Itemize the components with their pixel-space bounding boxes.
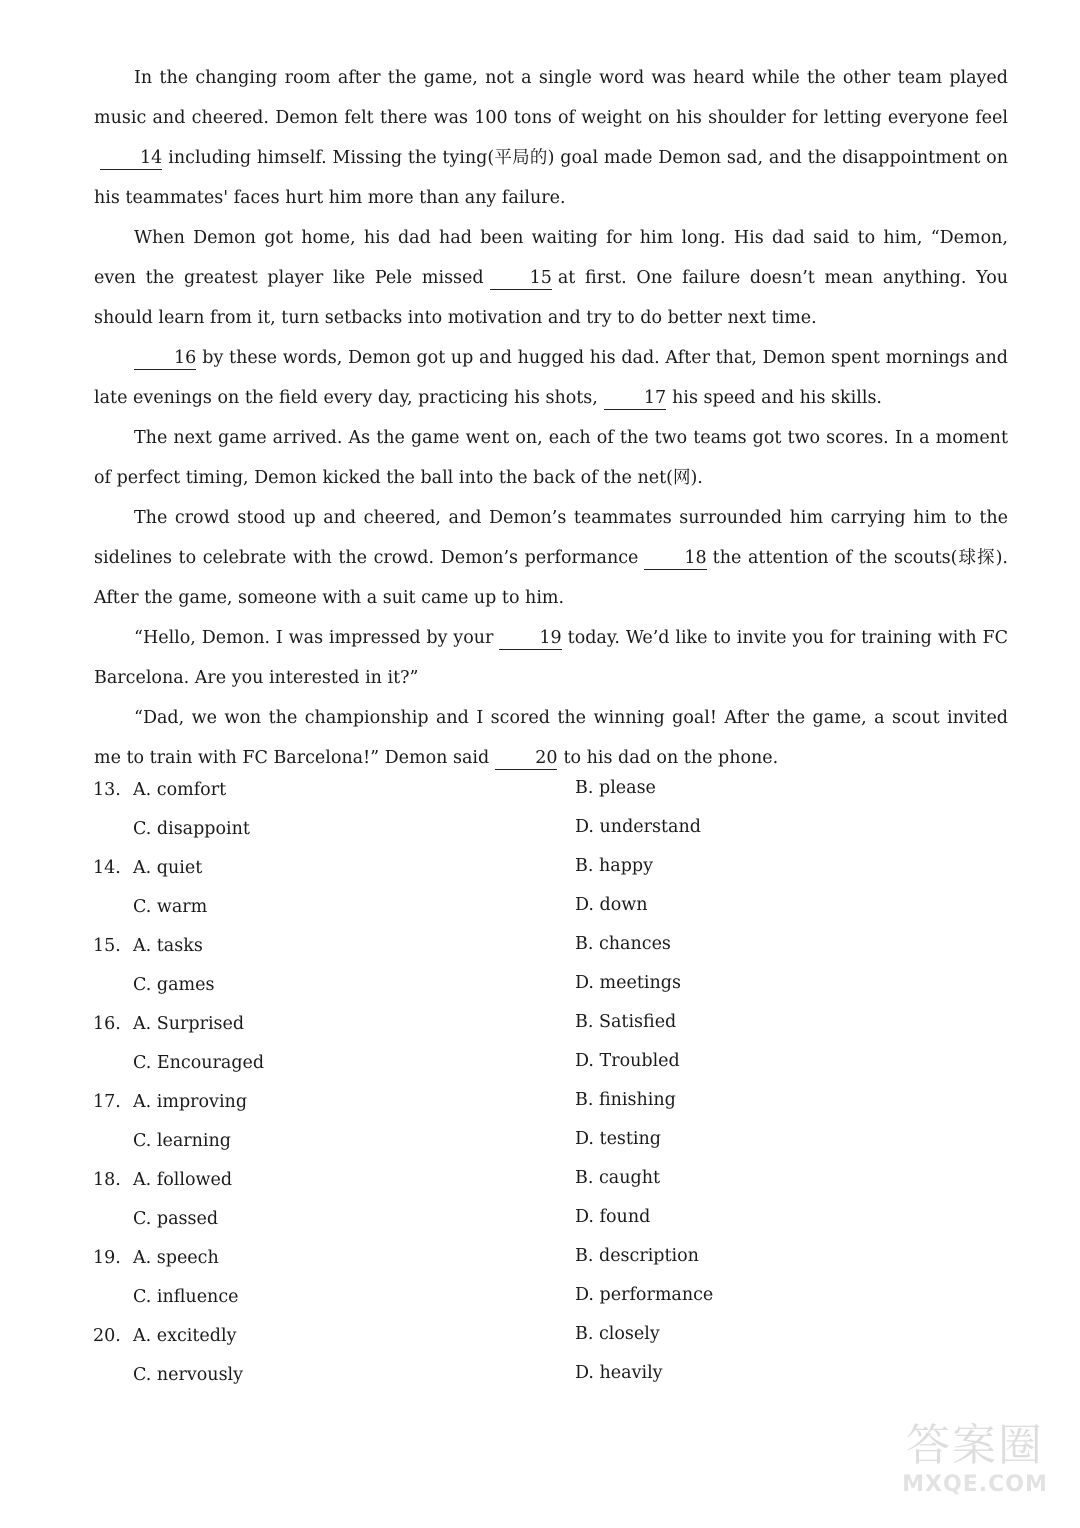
option-c: C. warm bbox=[133, 897, 208, 917]
question-row bbox=[93, 1240, 793, 1279]
paragraph-text: his speed and his skills. bbox=[672, 388, 882, 408]
question-row bbox=[93, 772, 793, 811]
watermark-site: MXQE.COM bbox=[902, 1472, 1048, 1497]
option-d: D. performance bbox=[575, 1285, 714, 1305]
question-number: 20. bbox=[93, 1326, 121, 1346]
option-d: D. testing bbox=[575, 1129, 662, 1149]
question-row bbox=[93, 1123, 793, 1162]
option-d: D. down bbox=[575, 895, 648, 915]
paragraph-text: The next game arrived. As the game went on, each of the two teams got two scores. In a moment of perfect timing, Demon kicked the ball into the back of the net(网). bbox=[94, 428, 1008, 488]
question-number: 18. bbox=[93, 1170, 121, 1190]
question-row bbox=[93, 1279, 793, 1318]
option-d: D. found bbox=[575, 1207, 651, 1227]
option-b: B. caught bbox=[575, 1168, 660, 1188]
question-number: 13. bbox=[93, 780, 121, 800]
question-number: 16. bbox=[93, 1014, 121, 1034]
option-b: B. Satisfied bbox=[575, 1012, 677, 1032]
paragraph-text: “Dad, we won the championship and I scored the winning goal! After the game, a scout invited me to train with FC Barcelona!” Demon said bbox=[94, 708, 1008, 768]
question-row bbox=[93, 1201, 793, 1240]
question-row bbox=[93, 1045, 793, 1084]
paragraph-text: “Hello, Demon. I was impressed by your bbox=[134, 628, 494, 648]
paragraph-text: to his dad on the phone. bbox=[563, 748, 779, 768]
question-row bbox=[93, 1357, 793, 1396]
option-a: A. excitedly bbox=[133, 1326, 237, 1346]
question-row bbox=[93, 928, 793, 967]
question-number: 19. bbox=[93, 1248, 121, 1268]
option-a: A. quiet bbox=[133, 858, 203, 878]
blank-14: 14 bbox=[100, 147, 162, 170]
paragraph-text: including himself. Missing the tying(平局的) goal made Demon sad, and the disappointment on his teammates' faces hurt him more than any failure. bbox=[94, 148, 1008, 208]
option-c: C. Encouraged bbox=[133, 1053, 265, 1073]
option-c: C. passed bbox=[133, 1209, 219, 1229]
question-number: 17. bbox=[93, 1092, 121, 1112]
watermark-logo: 答案圈 bbox=[906, 1420, 1044, 1471]
blank-16: 16 bbox=[134, 347, 196, 370]
paragraph-text: the attention of the scouts(球探). After the game, someone with a suit came up to him. bbox=[94, 548, 1008, 608]
option-b: B. happy bbox=[575, 856, 653, 876]
option-b: B. closely bbox=[575, 1324, 660, 1344]
option-d: D. meetings bbox=[575, 973, 681, 993]
paragraph-text: by these words, Demon got up and hugged his dad. After that, Demon spent mornings and late evenings on the field every day, practicing his shots, bbox=[94, 348, 1008, 408]
blank-18: 18 bbox=[644, 547, 706, 570]
question-row bbox=[93, 850, 793, 889]
question-number: 15. bbox=[93, 936, 121, 956]
question-number: 14. bbox=[93, 858, 121, 878]
paragraph-7 bbox=[94, 698, 1008, 778]
paragraph-text: today. We’d like to invite you for training with FC Barcelona. Are you interested in it?” bbox=[94, 628, 1008, 688]
option-a: A. tasks bbox=[133, 936, 203, 956]
option-d: D. heavily bbox=[575, 1363, 663, 1383]
option-c: C. disappoint bbox=[133, 819, 250, 839]
question-row bbox=[93, 967, 793, 1006]
reading-passage bbox=[94, 58, 1008, 778]
option-b: B. finishing bbox=[575, 1090, 676, 1110]
question-row bbox=[93, 1084, 793, 1123]
option-a: A. comfort bbox=[133, 780, 227, 800]
paragraph-text: at first. One failure doesn’t mean anything. You should learn from it, turn setbacks into motivation and try to do better next time. bbox=[94, 268, 1008, 328]
blank-19: 19 bbox=[499, 627, 561, 650]
blank-15: 15 bbox=[490, 267, 552, 290]
question-row bbox=[93, 1162, 793, 1201]
paragraph-4 bbox=[94, 418, 1008, 498]
option-c: C. nervously bbox=[133, 1365, 244, 1385]
option-c: C. influence bbox=[133, 1287, 239, 1307]
paragraph-1 bbox=[94, 58, 1008, 218]
paragraph-text: The crowd stood up and cheered, and Demon’s teammates surrounded him carrying him to the sidelines to celebrate with the crowd. Demon’s performance bbox=[94, 508, 1008, 568]
paragraph-2 bbox=[94, 218, 1008, 338]
option-d: D. Troubled bbox=[575, 1051, 680, 1071]
question-list bbox=[93, 772, 793, 1396]
site-watermark bbox=[890, 1420, 1060, 1516]
option-b: B. description bbox=[575, 1246, 699, 1266]
option-b: B. please bbox=[575, 778, 656, 798]
paragraph-3 bbox=[94, 338, 1008, 418]
paragraph-6 bbox=[94, 618, 1008, 698]
paragraph-text: In the changing room after the game, not a single word was heard while the other team played music and cheered. Demon felt there was 100 tons of weight on his shoulder for letting everyone feel bbox=[94, 68, 1008, 128]
question-row bbox=[93, 1318, 793, 1357]
blank-17: 17 bbox=[604, 387, 666, 410]
option-d: D. understand bbox=[575, 817, 701, 837]
option-a: A. Surprised bbox=[133, 1014, 245, 1034]
option-a: A. followed bbox=[133, 1170, 233, 1190]
option-b: B. chances bbox=[575, 934, 671, 954]
option-c: C. learning bbox=[133, 1131, 231, 1151]
question-row bbox=[93, 1006, 793, 1045]
option-a: A. improving bbox=[133, 1092, 248, 1112]
blank-20: 20 bbox=[495, 747, 557, 770]
option-a: A. speech bbox=[133, 1248, 219, 1268]
paragraph-text: When Demon got home, his dad had been waiting for him long. His dad said to him, “Demon, even the greatest player like Pele missed bbox=[94, 228, 1008, 288]
question-row bbox=[93, 811, 793, 850]
option-c: C. games bbox=[133, 975, 215, 995]
paragraph-5 bbox=[94, 498, 1008, 618]
question-row bbox=[93, 889, 793, 928]
